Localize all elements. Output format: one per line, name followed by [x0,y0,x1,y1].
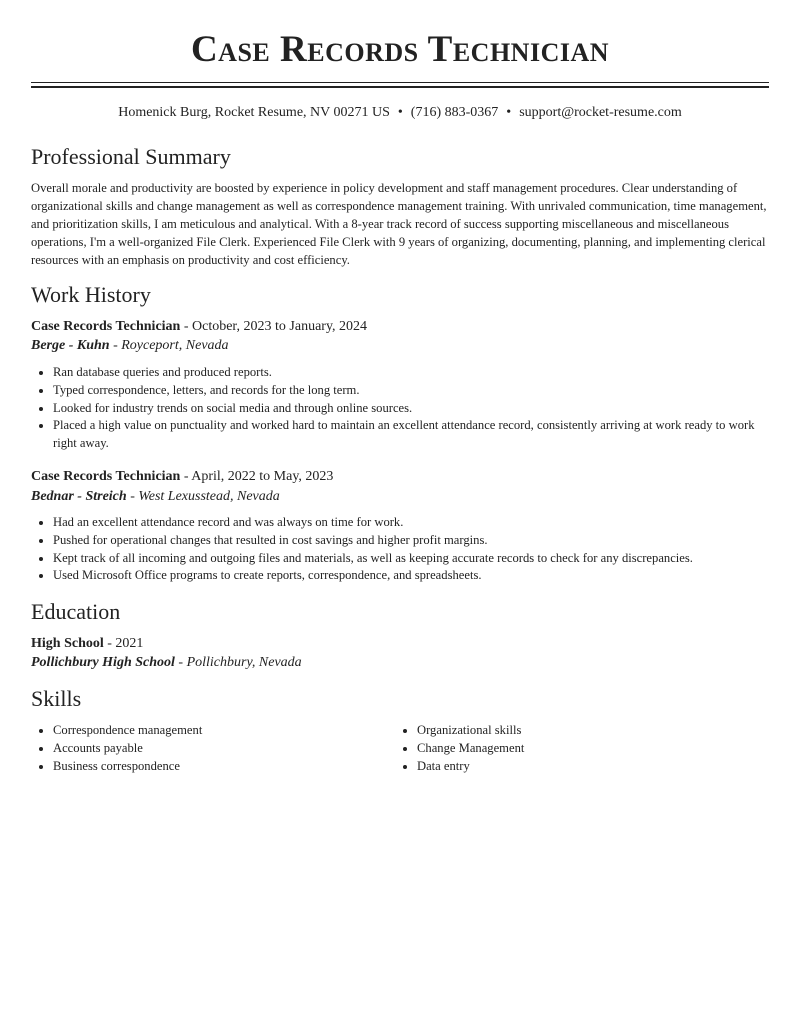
job-position: Case Records Technician [31,469,181,484]
education-degree-line [31,635,143,653]
job-company: Bednar - Streich [31,489,127,504]
contact-email: support@rocket-resume.com [519,105,682,120]
contact-separator: • [397,105,403,120]
resume-page [31,0,769,773]
contact-phone: (716) 883-0367 [410,105,499,120]
list-item: • Had an excellent attendance record and was always on time for work. [53,514,769,532]
education-school-line [31,654,302,672]
job-bullet-list [31,514,769,585]
skills-heading: Skills [31,686,82,711]
job-title-line [31,468,333,486]
contact-address: Homenick Burg, Rocket Resume, NV 00271 US [118,105,390,120]
job-location: - West Lexusstead, Nevada [126,489,280,504]
job-dates: - April, 2022 to May, 2023 [180,469,334,484]
education-year: - 2021 [103,636,144,651]
skill-item: • Correspondence management [53,722,371,740]
list-item: • Looked for industry trends on social media and through online sources. [53,400,769,418]
header-divider-thick [31,86,769,88]
skill-item: • Business correspondence [53,758,371,776]
job-position: Case Records Technician [31,319,181,334]
list-item: • Used Microsoft Office programs to create reports, correspondence, and spreadsheets. [53,567,769,585]
skills-list-right [395,722,735,775]
education-location: - Pollichbury, Nevada [174,655,302,670]
work-history-heading: Work History [31,282,151,307]
list-item: • Kept track of all incoming and outgoing files and materials, as well as keeping accurate records to check for any discrepancies. [53,550,769,568]
job-company-line [31,488,280,506]
list-item: • Typed correspondence, letters, and records for the long term. [53,382,769,400]
contact-line [31,104,769,122]
skill-item: • Organizational skills [417,722,735,740]
contact-separator: • [506,105,512,120]
education-degree: High School [31,636,104,651]
header-divider-thin [31,82,769,83]
job-title-line [31,318,367,336]
skill-item: • Accounts payable [53,740,371,758]
summary-text: Overall morale and productivity are boosted by experience in policy development and staff management procedures. Clear understanding of organizational skills and change management as well as correspondence management training. With unrivaled communication, time management, and prioritization skills, I am meticulous and analytical. With a 8-year track record of success supporting miscellaneous and miscellaneous operations, I'm a well-organized File Clerk. Experienced File Clerk with 9 years of organizing, documenting, planning, and implementing clerical resources with an emphasis on productivity and cost efficiency. [31,181,767,267]
job-bullet-list [31,364,769,453]
skill-item: • Change Management [417,740,735,758]
summary-heading: Professional Summary [31,144,231,169]
resume-name: Case Records Technician [190,29,610,70]
skill-item: • Data entry [417,758,735,776]
job-dates: - October, 2023 to January, 2024 [180,319,368,334]
job-location: - Royceport, Nevada [109,338,229,353]
skills-list-left [31,722,371,775]
list-item: • Pushed for operational changes that resulted in cost savings and higher profit margins. [53,532,769,550]
list-item: • Ran database queries and produced reports. [53,364,769,382]
list-item: • Placed a high value on punctuality and worked hard to maintain an excellent attendance record, consistently arriving at work ready to work right away. [53,417,769,453]
job-company-line [31,337,229,355]
education-school: Pollichbury High School [31,655,175,670]
job-company: Berge - Kuhn [31,338,110,353]
education-heading: Education [31,599,121,624]
